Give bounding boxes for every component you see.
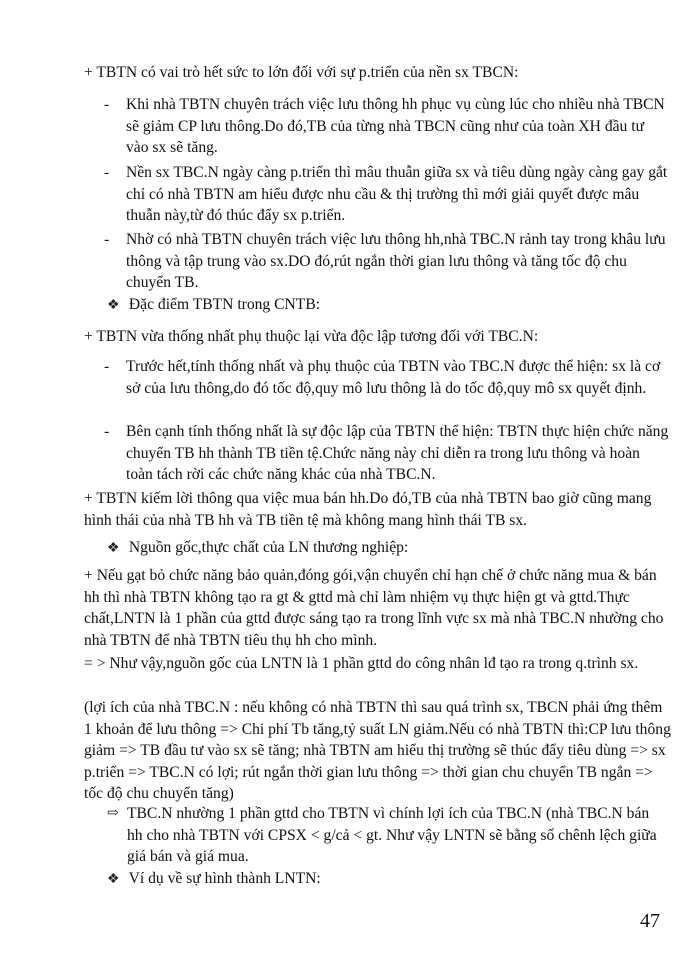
paragraph-conclusion: = > Như vậy,nguồn gốc của LNTN là 1 phần gttd do công nhân lđ tạo ra trong q.trình sx. (84, 655, 639, 672)
dash-bullet: - (104, 231, 110, 248)
section-heading-text: Ví dụ về sự hình thành LNTN: (128, 870, 321, 887)
paragraph-role-of-tbtn: + TBTN có vai trò hết sức to lớn đối với sự p.triển của nền sx TBCN: (84, 64, 519, 81)
list-item-text: Nhờ có nhà TBTN chuyên trách việc lưu thông hh,nhà TBC.N rảnh tay trong khâu lưu thông và tập trung vào sx.DO đó,rút ngắn thời gian lưu thông và tăng tốc độ chu chuyển TB. (126, 231, 666, 291)
section-heading (107, 294, 320, 317)
list-item-text: Nền sx TBC.N ngày càng p.triển thì mâu thuẫn giữa sx và tiêu dùng ngày càng gay gắt chỉ có nhà TBTN am hiểu được nhu cầu & thị trường thì mới giải quyết được mâu thuẫn này,từ đó thúc đẩy sx p.triển. (126, 164, 668, 224)
diamond-bullet-icon: ❖ (107, 298, 120, 313)
list-item-text: Khi nhà TBTN chuyên trách việc lưu thông hh phục vụ cùng lúc cho nhiều nhà TBCN sẽ giảm CP lưu thông.Do đó,TB của từng nhà TBCN cũng như của toàn XH đầu tư vào sx sẽ tăng. (126, 96, 665, 156)
paragraph-origin-profit: + Nếu gạt bỏ chức năng bảo quản,đóng gói,vận chuyển chỉ hạn chế ở chức năng mua & bán hh thì nhà TBTN không tạo ra gt & gttd mà chỉ làm nhiệm vụ thực hiện gt và gttd.Thực chất,LNTN là 1 phần của gttd được sáng tạo ra trong lĩnh vực sx mà nhà TBC.N nhường cho nhà TBTN để nhà TBTN tiêu thụ hh cho mình. (84, 567, 664, 649)
list-item-text: Bên cạnh tính thống nhất là sự độc lập của TBTN thể hiện: TBTN thực hiện chức năng chuyển TB hh thành TB tiền tệ.Chức năng này chỉ diễn ra trong lưu thông và hoàn toàn tách rời các chức năng khác của nhà TBC.N. (126, 423, 669, 483)
dash-bullet: - (104, 358, 110, 375)
paragraph-unity-independence: + TBTN vừa thống nhất phụ thuộc lại vừa độc lập tương đối với TBC.N: (84, 328, 539, 345)
dash-bullet: - (104, 423, 110, 440)
paragraph-profit-trading: + TBTN kiếm lời thông qua việc mua bán hh.Do đó,TB của nhà TBTN bao giờ cũng mang hình thái của nhà TB hh và TB tiền tệ mà không mang hình thái TB sx. (84, 490, 652, 529)
dash-bullet: - (104, 164, 110, 181)
page-number: 47 (640, 910, 660, 932)
section-heading (107, 868, 321, 891)
dash-bullet: - (104, 96, 110, 113)
paragraph-benefit-note: (lợi ích của nhà TBC.N : nếu không có nhà TBTN thì sau quá trình sx, TBCN phải ứng thêm 1 khoản để lưu thông => Chi phí Tb tăng,tỷ suất LN giảm.Nếu có nhà TBTN thì:CP lưu thông giảm => TB đầu tư vào sx sẽ tăng; nhà TBTN am hiểu thị trường sẽ thúc đẩy tiêu dùng => sx p.triển => TBC.N có lợi; rút ngắn thời gian lưu thông => thời gian chu chuyển TB ngắn => tốc độ chu chuyển tăng) (84, 699, 671, 802)
section-heading-text: Đặc điểm TBTN trong CNTB: (128, 296, 321, 313)
diamond-bullet-icon: ❖ (107, 872, 120, 887)
list-item-text: Trước hết,tính thống nhất và phụ thuộc của TBTN vào TBC.N được thể hiện: sx là cơ sở của lưu thông,do đó tốc độ,quy mô lưu thông là do tốc độ,quy mô sx quyết định. (126, 358, 661, 397)
diamond-bullet-icon: ❖ (107, 541, 120, 556)
arrow-item-text: TBC.N nhường 1 phần gttd cho TBTN vì chính lợi ích của TBC.N (nhà TBC.N bán hh cho nhà TBTN với CPSX < g/cả < gt. Như vậy LNTN sẽ bằng số chênh lệch giữa giá bán và giá mua. (127, 805, 657, 865)
section-heading-text: Nguồn gốc,thực chất của LN thương nghiệp: (128, 539, 409, 556)
section-heading (107, 537, 408, 560)
arrow-bullet-icon: ⇨ (107, 806, 119, 821)
